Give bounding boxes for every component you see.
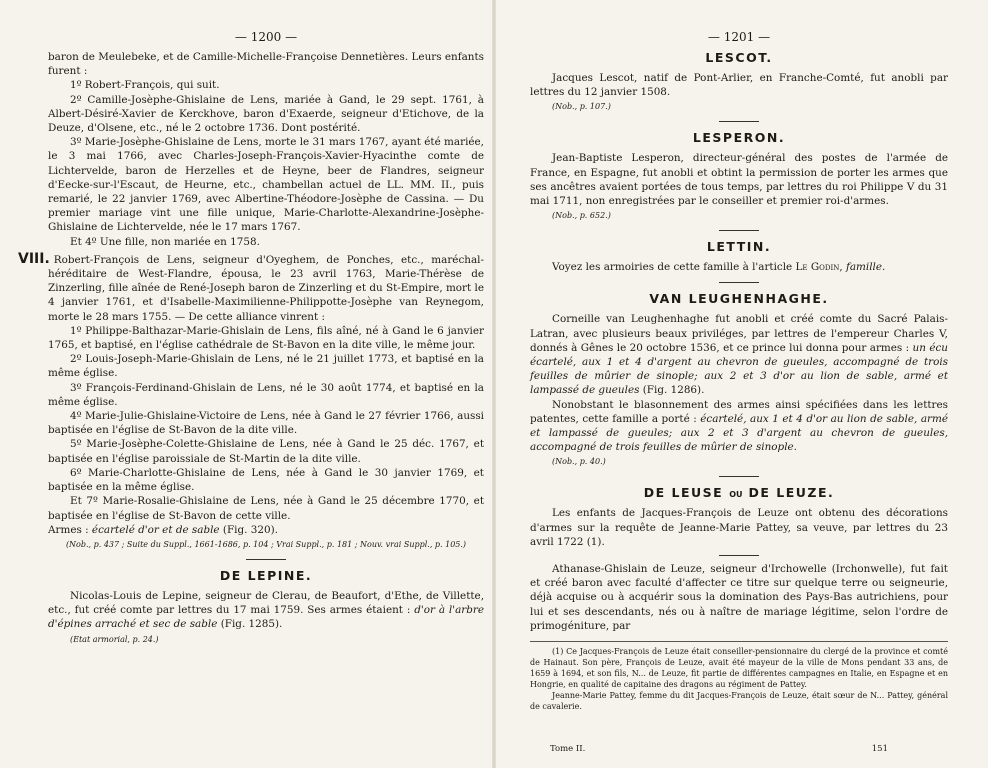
divider [246, 559, 286, 560]
paragraph: Nonobstant le blasonnement des armes ainsi spécifiées dans les lettres patentes, cette famille a porté : écartelé, aux 1 et 4 d'or au lion de sable, armé et lampassé de gueules; aux 2 et 3 d'argent au chevron de gueules, accompagné de trois feuilles de mûrier de sinople. [530, 398, 948, 454]
section-heading-lescot: LESCOT. [705, 50, 773, 65]
footnote: (1) Ce Jacques-François de Leuze était conseiller-pensionnaire du clergé de la province et comté de Hainaut. Son père, François de Leuze, avait été mayeur de la ville de Mons pendant 33 ans, de 1659 à 1694, et son fils, N... de Leuze, fit partie de différentes campagnes en Italie, en Espagne et en Hongrie, en qualité de capitaine des dragons au régiment de Pattey. [530, 647, 948, 690]
section-heading-lettin: LETTIN. [706, 239, 772, 255]
reference: (Nob., p. 652.) [552, 211, 611, 221]
generation-paragraph [18, 250, 484, 324]
paragraph: Les enfants de Jacques-François de Leuze ont obtenu des décorations d'armes sur la requête de Jeanne-Marie Pattey, sa veuve, par lettres du 23 avril 1722 (1). [530, 507, 948, 548]
page-number-left: — 1200 — [234, 30, 298, 44]
paragraph: 2º Louis-Joseph-Marie-Ghislain de Lens, né le 21 juillet 1773, et baptisé en la même église. [48, 353, 484, 380]
section-heading-lesperon: LESPERON. [692, 130, 786, 146]
paragraph: Jean-Baptiste Lesperon, directeur-général des postes de l'armée de France, en Espagne, fut anobli et obtint la permission de porter les armes que ses ancêtres avaient portées de tous temps, par lettres du roi Philippe V du 31 mai 1711, non enregistrées par le conseiller et premier roi-d'armes. [530, 152, 948, 208]
paragraph: 1º Philippe-Balthazar-Marie-Ghislain de Lens, fils aîné, né à Gand le 6 janvier 1765, et baptisé, en l'église cathédrale de St-Bavon en la dite ville, le même jour. [48, 324, 484, 352]
paragraph: 5º Marie-Josèphe-Colette-Ghislaine de Lens, née à Gand le 25 déc. 1767, et baptisée en l'église paroissiale de St-Martin de la dite ville. [48, 438, 484, 465]
paragraph: Voyez les armoiries de cette famille à l'article Le Godin, famille. [552, 261, 886, 274]
signature-mark: 151 [871, 744, 888, 754]
reference: (Nob., p. 40.) [552, 457, 606, 467]
paragraph: Jacques Lescot, natif de Pont-Arlier, en Franche-Comté, fut anobli par lettres du 12 janvier 1508. [530, 72, 948, 99]
section-heading-lepine: DE LEPINE. [219, 567, 313, 583]
paragraph: Athanase-Ghislain de Leuze, seigneur d'Irchowelle (Irchonwelle), fut fait et créé baron avec faculté d'affecter ce titre sur quelque terre ou seigneurie, déjà acquise ou à acquérir sous la domination des Pays-Bas autrichiens, pour lui et ses descendants, nés ou à naître de mariage légitime, selon l'ordre de primogéniture, par [530, 563, 948, 632]
paragraph: 4º Marie-Julie-Ghislaine-Victoire de Lens, née à Gand le 27 février 1766, aussi baptisée en l'église de St-Bavon de la dite ville. [48, 410, 484, 437]
paragraph: 1º Robert-François, qui suit. [70, 79, 220, 92]
paragraph: Et 4º Une fille, non mariée en 1758. [70, 235, 260, 248]
divider [719, 121, 759, 122]
right-page [494, 0, 988, 768]
footnote-separator [530, 641, 948, 642]
paragraph: Nicolas-Louis de Lepine, seigneur de Clerau, de Beaufort, d'Ethe, de Villette, etc., fut créé comte par lettres du 17 mai 1759. Ses armes étaient : d'or à l'arbre d'épines arraché et sec de sable (Fig. 1285). [48, 589, 484, 631]
reference: (Nob., p. 437 ; Suite du Suppl., 1661-1686, p. 104 ; Vrai Suppl., p. 181 ; Nouv. vrai Suppl., p. 105.) [65, 539, 467, 549]
paragraph: 6º Marie-Charlotte-Ghislaine de Lens, née à Gand le 30 janvier 1769, et baptisée en la même église. [48, 466, 484, 494]
page-number-right: — 1201 — [707, 30, 771, 44]
paragraph: 3º François-Ferdinand-Ghislain de Lens, né le 30 août 1774, et baptisé en la même église. [48, 381, 484, 408]
section-heading-de-leuse: DE LEUSE OU DE LEUZE. [643, 485, 835, 501]
divider [719, 230, 759, 231]
paragraph: baron de Meulebeke, et de Camille-Michelle-Françoise Dennetières. Leurs enfants furent : [48, 51, 484, 78]
paragraph: Et 7º Marie-Rosalie-Ghislaine de Lens, née à Gand le 25 décembre 1770, et baptisée en l'église de St-Bavon de cette ville. [48, 495, 484, 522]
volume-label: Tome II. [550, 744, 586, 754]
reference: (Nob., p. 107.) [552, 102, 611, 112]
section-heading-van-leughenhaghe: VAN LEUGHENHAGHE. [649, 291, 829, 307]
divider [719, 282, 759, 283]
arms-line: Armes : écartelé d'or et de sable (Fig. 320). [48, 523, 278, 536]
paragraph: Corneille van Leughenhaghe fut anobli et créé comte du Sacré Palais-Latran, avec plusieurs beaux priviléges, par lettres de l'empereur Charles V, donnés à Gênes le 20 octobre 1536, et ce prince lui donna pour armes : un écu écartelé, aux 1 et 4 d'argent au chevron de gueules, accompagné de trois feuilles de mûrier de sinople; aux 2 et 3 d'or au lion de sable, armé et lampassé de gueules (Fig. 1286). [530, 313, 948, 397]
generation-number: VIII. [18, 250, 50, 267]
divider [719, 555, 759, 556]
paragraph: 2º Camille-Josèphe-Ghislaine de Lens, mariée à Gand, le 29 sept. 1761, à Albert-Désiré-Xavier de Kerckhove, baron d'Exaerde, seigneur d'Etichove, de la Deuze, d'Olsene, etc., né le 2 octobre 1736. Dont postérité. [48, 93, 484, 135]
page-footer [530, 744, 948, 754]
paragraph: 3º Marie-Josèphe-Ghislaine de Lens, morte le 31 mars 1767, ayant été mariée, le 3 mai 1766, avec Charles-Joseph-François-Xavier-Hyacinthe comte de Lichtervelde, baron de Herzelles et de Heyne, beer de Flandres, seigneur d'Eecke-sur-l'Escaut, de Heurne, etc., chambellan actuel de LL. MM. II., puis remarié, le 22 janvier 1769, avec Albertine-Théodore-Josèphe de Cassina. — Du premier mariage vint une fille unique, Marie-Charlotte-Alexandrine-Josèphe-Ghislaine de Lichtervelde, née le 17 mars 1767. [48, 136, 484, 234]
generation-text: Robert-François de Lens, seigneur d'Oyeghem, de Ponches, etc., maréchal-héréditaire de West-Flandre, épousa, le 23 avril 1763, Marie-Thérèse de Zinzerling, fille aînée de René-Joseph baron de Zinzerling et du St-Empire, mort le 4 janvier 1761, et d'Isabelle-Maximilienne-Philippotte-Josèphe van Reynegom, morte le 28 mars 1755. — De cette alliance vinrent : [48, 253, 484, 323]
divider [719, 476, 759, 477]
footnote: Jeanne-Marie Pattey, femme du dit Jacques-François de Leuze, était sœur de N... Pattey, général de cavalerie. [530, 691, 948, 712]
reference: (Etat armorial, p. 24.) [70, 634, 159, 644]
